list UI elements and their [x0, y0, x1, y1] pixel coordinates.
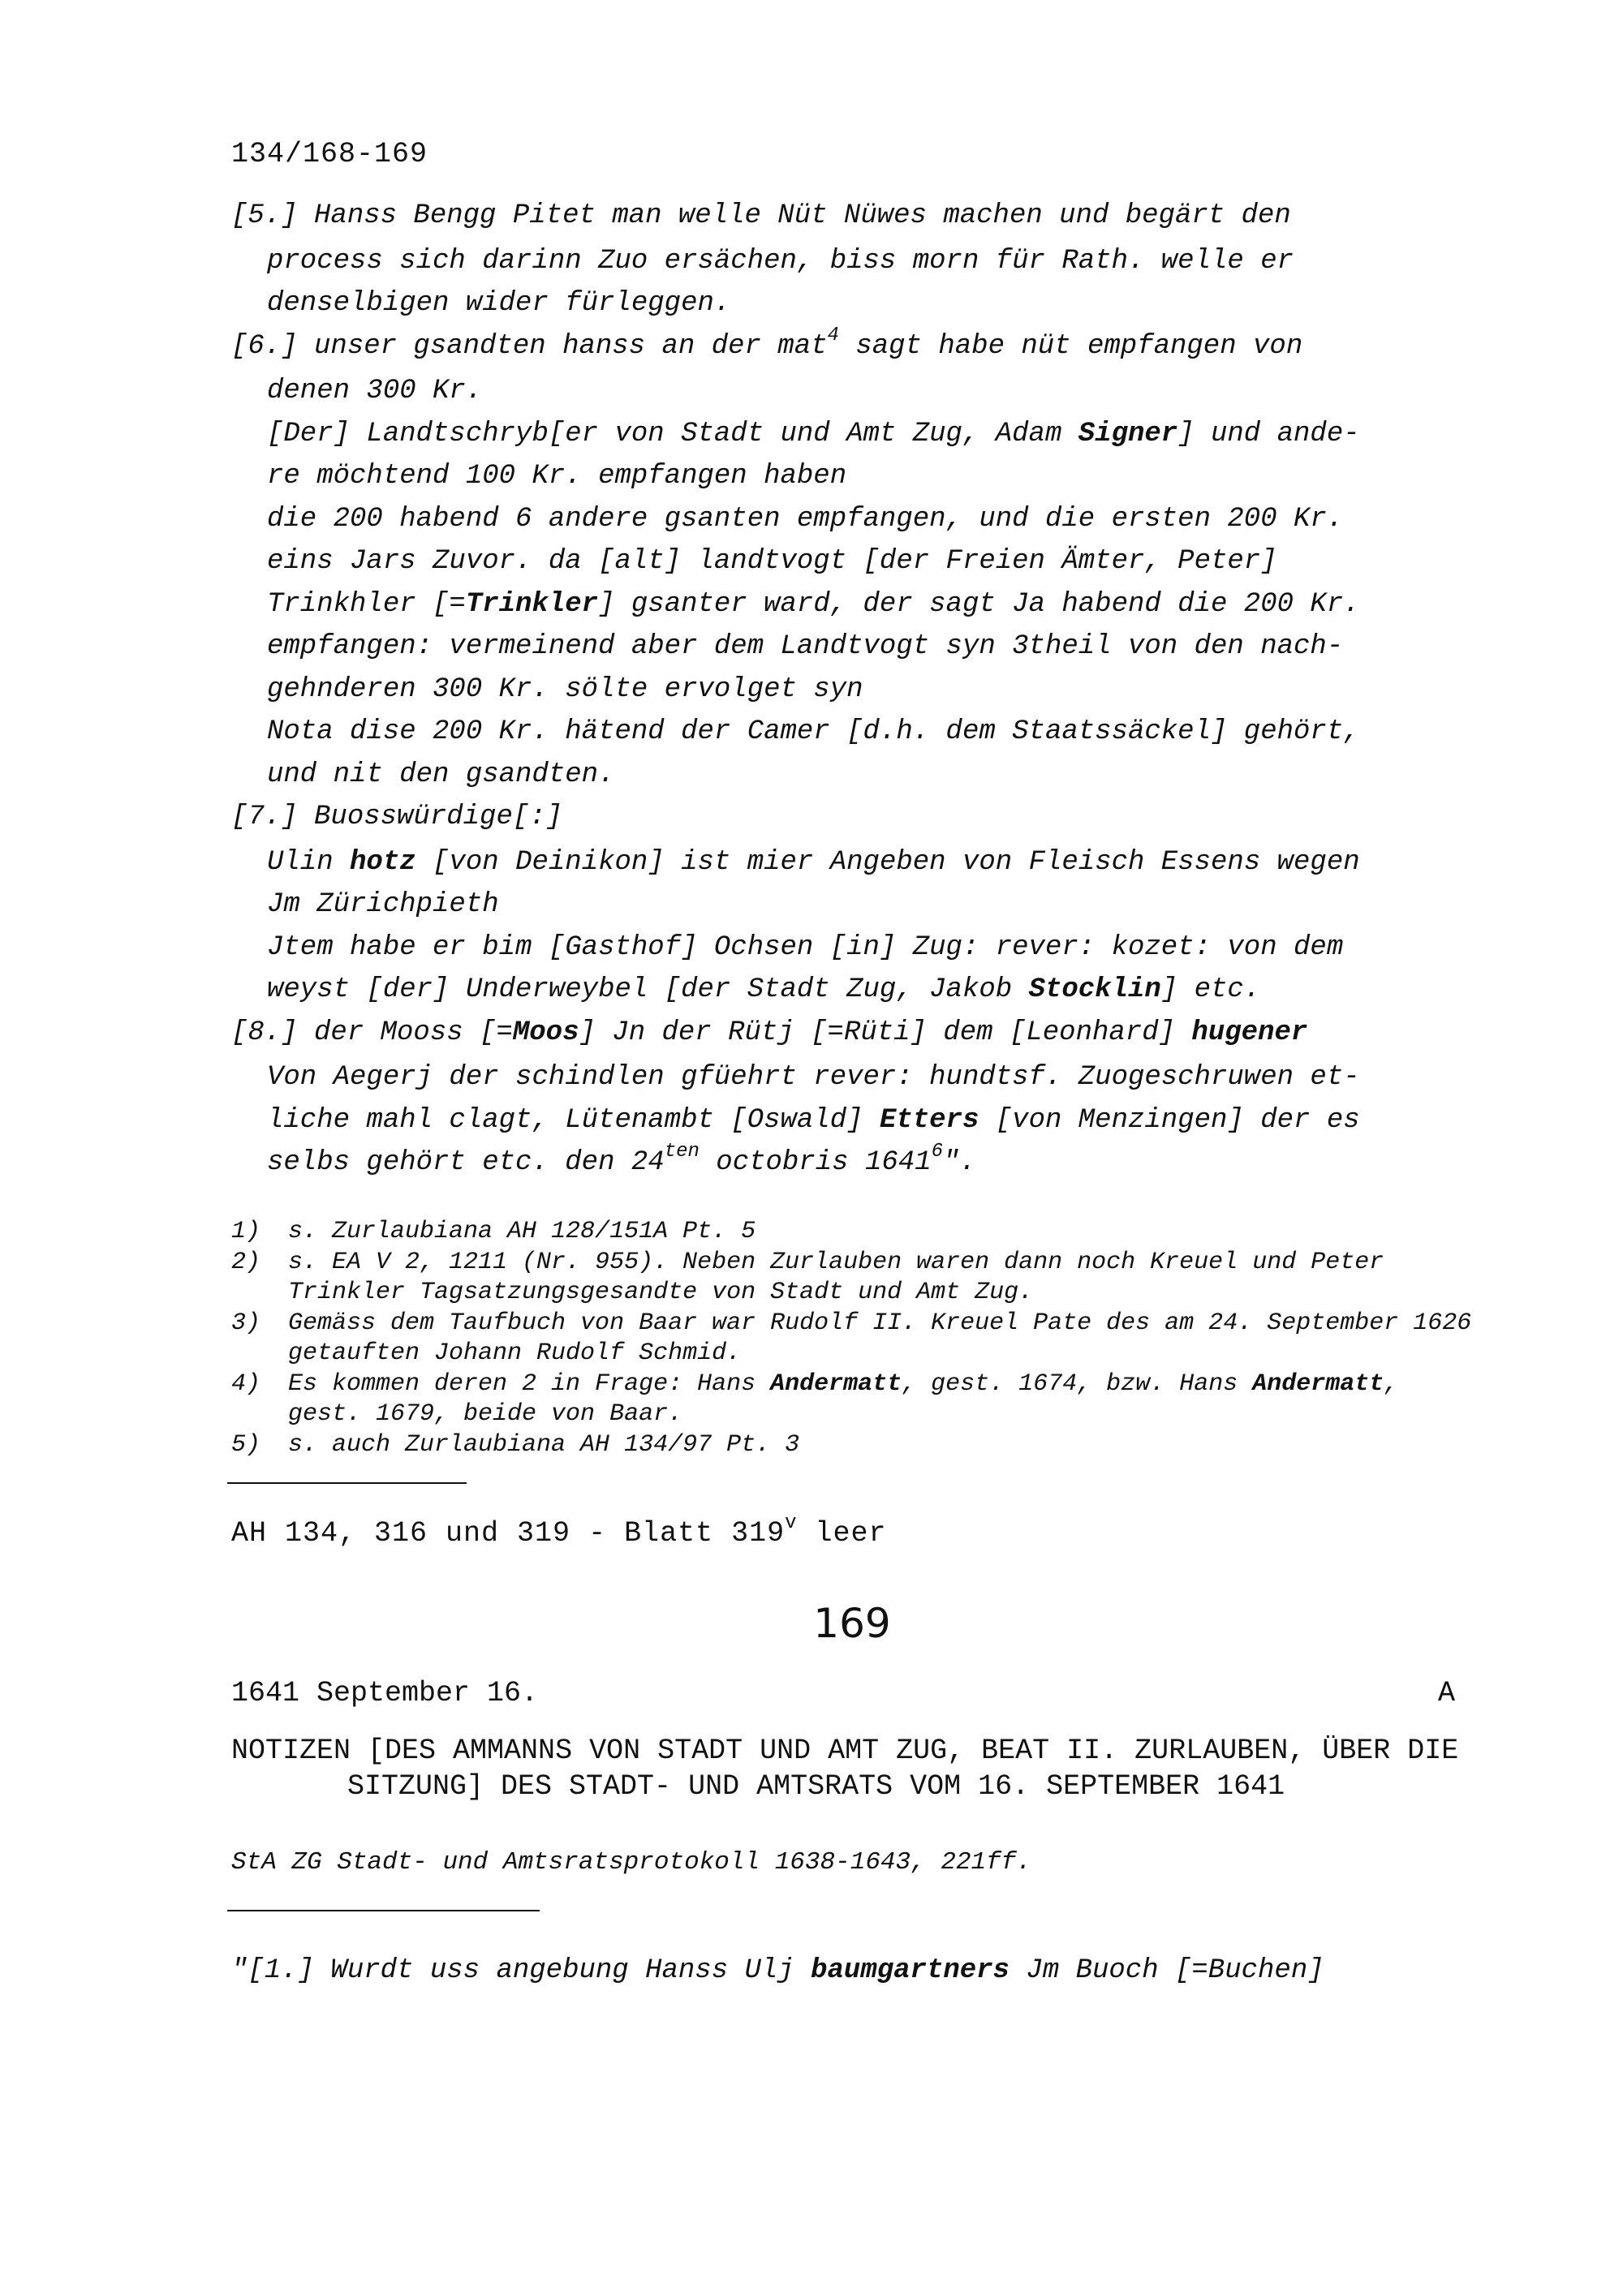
footnote-number: 4) [231, 1369, 261, 1398]
entry-6-line: gehnderen 300 Kr. sölte ervolget syn [267, 673, 863, 705]
entry-6-line: empfangen: vermeinend aber dem Landtvogt syn 3theil von den nach- [267, 631, 1344, 662]
entry-7-line: Ulin hotz [von Deinikon] ist mier Angeben von Fleisch Essens wegen [267, 846, 1360, 878]
document-title: NOTIZEN [DES AMMANNS VON STADT UND AMT ZUG, BEAT II. ZURLAUBEN, ÜBER DIE SITZUNG] DES STADT- UND AMTSRATS VOM 16. SEPTEMBER 1641 [231, 1735, 1459, 1803]
entry-8-line: liche mahl clagt, Lütenambt [Oswald] Etters [von Menzingen] der es [267, 1104, 1360, 1136]
footnotes [231, 1217, 1481, 1460]
entry-6-line: [Der] Landtschryb[er von Stadt und Amt Zug, Adam Signer] und ande- [267, 418, 1360, 449]
footnote [231, 1309, 1481, 1369]
entry-7-line: Jtem habe er bim [Gasthof] Ochsen [in] Zug: rever: kozet: von dem [267, 931, 1344, 963]
entry-6-line: [6.] unser gsandten hanss an der mat$^4$ sagt habe nüt empfangen von [231, 324, 1303, 362]
blatt-note: AH 134, 316 und 319 - Blatt 319$^v$ leer [231, 1512, 887, 1550]
footnote: 4) Es kommen deren 2 in Frage: Hans Andermatt, gest. 1674, bzw. Hans Andermatt, gest. 1679, beide von Baar. [231, 1369, 1399, 1428]
person-name: Stocklin [1028, 974, 1161, 1005]
document-grade: A [1438, 1677, 1456, 1709]
separator-rule [227, 1910, 540, 1911]
footnote-number: 1) [231, 1218, 261, 1245]
document-source: StA ZG Stadt- und Amtsratsprotokoll 1638-1643, 221ff. [231, 1848, 1031, 1877]
entry-7-line: weyst [der] Underweybel [der Stadt Zug, Jakob Stocklin] etc. [267, 974, 1261, 1005]
person-name: Andermatt [770, 1369, 902, 1398]
entry-7-line: Jm Zürichpieth [267, 889, 499, 920]
entry-6-line: die 200 habend 6 andere gsanten empfangen, und die ersten 200 Kr. [267, 503, 1344, 535]
footnote-text: Gemäss dem Taufbuch von Baar war Rudolf II. Kreuel Pate des am 24. September 1626 getauften Johann Rudolf Schmid. [288, 1309, 1472, 1367]
entry-6 [231, 325, 1481, 797]
person-name: baumgartners [811, 1955, 1010, 1986]
entry-6-line: eins Jars Zuvor. da [alt] landtvogt [der Freien Ämter, Peter] [267, 546, 1277, 577]
footnote-number: 2) [231, 1248, 261, 1276]
entry-6-line: denen 300 Kr. [267, 376, 483, 406]
footnote-ref: 4 [827, 324, 839, 346]
person-name: Trinkler [465, 588, 599, 620]
footnote-number: 5) [231, 1430, 261, 1459]
superscript: ten [664, 1141, 700, 1163]
person-name: Etters [879, 1104, 979, 1136]
entry-6-line: re möchtend 100 Kr. empfangen haben [267, 461, 847, 492]
entry-5 [231, 195, 1481, 325]
person-name: Signer [1078, 418, 1178, 449]
entry-8-line: selbs gehört etc. den $24^{ten}$ octobris 1641$^6$". [267, 1141, 976, 1178]
entry-8-line: Von Aegerj der schindlen gfüehrt rever: hundtsf. Zuogeschruwen et- [267, 1062, 1360, 1093]
entry-6-line: Trinkhler [=Trinkler] gsanter ward, der sagt Ja habend die 200 Kr. [267, 588, 1360, 620]
entry-5-line: denselbigen wider fürleggen. [267, 288, 731, 319]
document-text: "[1.] Wurdt uss angebung Hanss Ulj baumgartners Jm Buoch [=Buchen] [231, 1955, 1324, 1986]
person-name: hugener [1191, 1017, 1308, 1048]
footnote-ref: 6 [931, 1141, 943, 1163]
transcription-block [231, 195, 1481, 1185]
footnote-text: s. Zurlaubiana AH 128/151A Pt. 5 [288, 1218, 756, 1245]
footnote [231, 1430, 1481, 1461]
entry-7-line: [7.] Buosswürdige[:] [231, 802, 563, 832]
footnote [231, 1248, 1481, 1309]
footnote-text: s. EA V 2, 1211 (Nr. 955). Neben Zurlauben waren dann noch Kreuel und Peter Trinkler Tagsatzungsgesandte von Stadt und Amt Zug. [288, 1248, 1384, 1306]
document-date: 1641 September 16. [231, 1677, 539, 1709]
entry-5-line: [5.] Hanss Bengg Pitet man welle Nüt Nüwes machen und begärt den [231, 200, 1291, 231]
footnote-text: s. auch Zurlaubiana AH 134/97 Pt. 3 [288, 1430, 800, 1459]
entry-5-line: process sich darinn Zuo ersächen, biss morn für Rath. welle er [267, 245, 1294, 277]
entry-8 [231, 1012, 1481, 1185]
entry-6-line: Nota dise 200 Kr. hätend der Camer [d.h. dem Staatssäckel] gehört, [267, 716, 1360, 747]
entry-6-line: und nit den gsandten. [267, 759, 615, 790]
separator-rule [227, 1482, 467, 1484]
page-reference: 134/168-169 [231, 138, 428, 170]
person-name: Andermatt [1252, 1369, 1384, 1398]
footnote-number: 3) [231, 1309, 261, 1337]
person-name: Moos [512, 1017, 579, 1048]
footnote [231, 1217, 1481, 1248]
person-name: hotz [350, 846, 416, 878]
document-number: 169 [813, 1600, 891, 1647]
entry-7 [231, 796, 1481, 1012]
entry-8-line: [8.] der Mooss [=Moos] Jn der Rütj [=Rüti] dem [Leonhard] hugener [231, 1017, 1308, 1048]
